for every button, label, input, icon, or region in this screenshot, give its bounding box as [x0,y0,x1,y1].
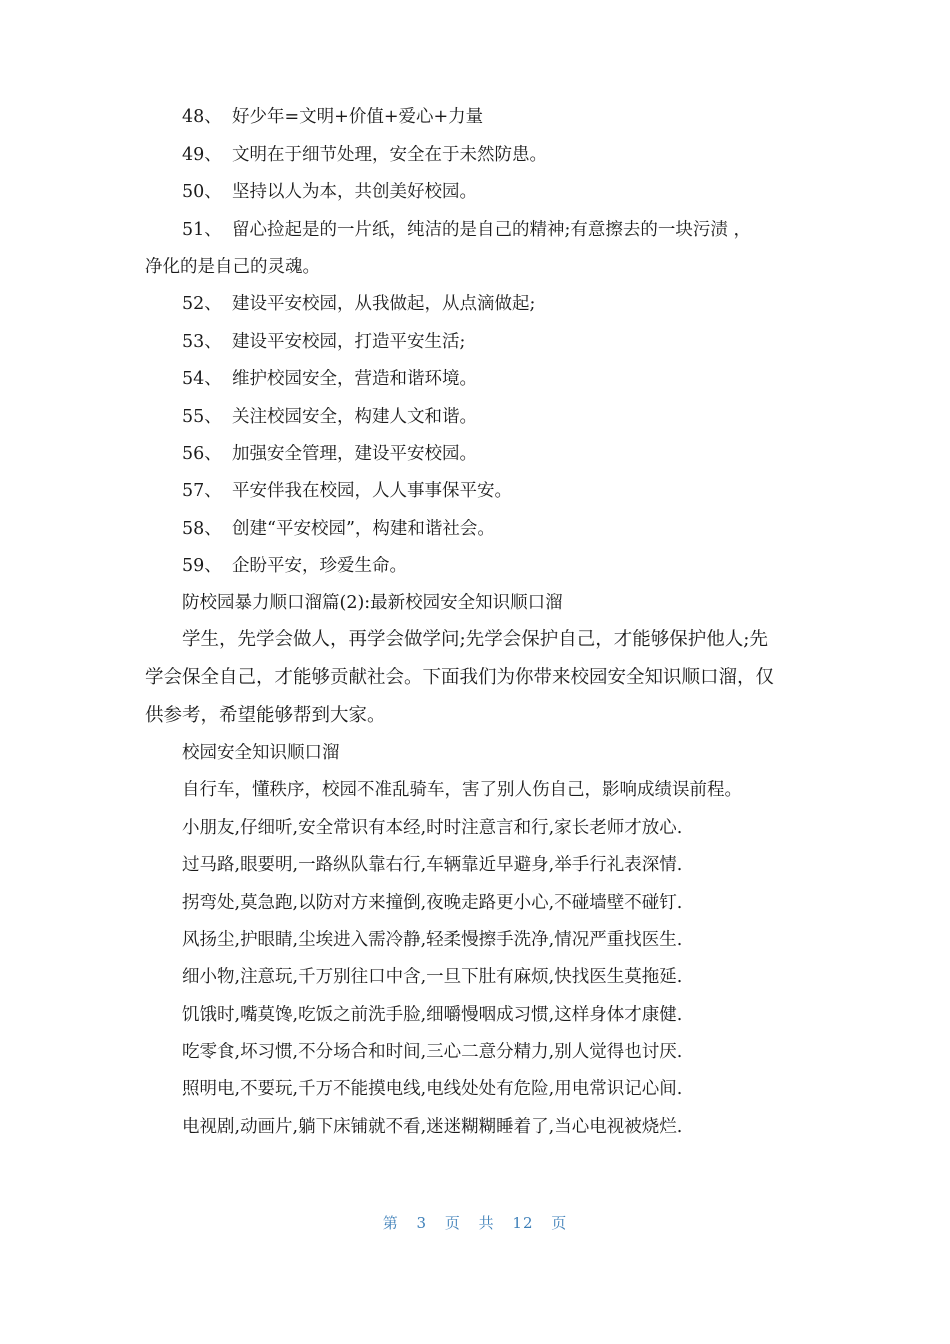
rhyme-line: 风扬尘,护眼睛,尘埃进入需冷静,轻柔慢擦手洗净,情况严重找医生. [182,930,683,950]
rhyme-title: 校园安全知识顺口溜 [182,743,340,763]
item-number: 49、 [182,145,222,165]
list-item [182,292,535,316]
intro-line: 学生，先学会做人，再学会做学问;先学会保护自己，才能够保护他人;先 [182,629,768,650]
rhyme-line: 细小物,注意玩,千万别往口中含,一旦下肚有麻烦,快找医生莫拖延. [182,967,683,987]
list-item [182,367,477,391]
list-item [182,405,477,429]
rhyme-line: 电视剧,动画片,躺下床铺就不看,迷迷糊糊睡着了,当心电视被烧烂. [182,1117,683,1137]
item-number: 51、 [182,220,222,240]
page-footer [0,1212,950,1233]
footer-gong: 共 [478,1214,495,1232]
item-text: 关注校园安全，构建人文和谐。 [232,407,477,427]
rhyme-line: 过马路,眼要明,一路纵队靠右行,车辆靠近早避身,举手行礼表深情. [182,855,683,875]
footer-di: 第 [382,1214,399,1232]
item-number: 50、 [182,182,222,202]
list-item [182,105,483,129]
item-number: 54、 [182,369,222,389]
list-item [182,218,751,242]
rhyme-line: 小朋友,仔细听,安全常识有本经,时时注意言和行,家长老师才放心. [182,818,683,838]
item-number: 53、 [182,332,222,352]
item-text: 文明在于细节处理，安全在于未然防患。 [232,145,547,165]
rhyme-line: 自行车，懂秩序，校园不准乱骑车，害了别人伤自己，影响成绩误前程。 [182,780,742,800]
item-text: 建设平安校园，从我做起，从点滴做起; [232,294,536,314]
list-item-continuation: 净化的是自己的灵魂。 [145,257,320,277]
list-item [182,330,465,354]
item-text: 创建“平安校园”，构建和谐社会。 [232,519,495,539]
item-number: 56、 [182,444,222,464]
rhyme-line: 吃零食,坏习惯,不分场合和时间,三心二意分精力,别人觉得也讨厌. [182,1042,683,1062]
item-number: 58、 [182,519,222,539]
list-item [182,143,547,167]
list-item [182,517,495,541]
list-item [182,442,477,466]
total-page-count: 12 [512,1214,534,1232]
item-text: 加强安全管理，建设平安校园。 [232,444,477,464]
item-text: 留心捡起是的一片纸，纯洁的是自己的精神;有意擦去的一块污渍 ， [232,220,751,240]
section-heading: 防校园暴力顺口溜篇(2):最新校园安全知识顺口溜 [182,593,563,613]
item-text: 坚持以人为本，共创美好校园。 [232,182,477,202]
footer-ye: 页 [551,1214,568,1232]
list-item [182,479,512,503]
item-number: 52、 [182,294,222,314]
current-page-number: 3 [416,1214,428,1232]
list-item [182,180,477,204]
item-text: 维护校园安全，营造和谐环境。 [232,369,477,389]
rhyme-line: 饥饿时,嘴莫馋,吃饭之前洗手脸,细嚼慢咽成习惯,这样身体才康健. [182,1005,683,1025]
item-number: 59、 [182,556,222,576]
item-number: 55、 [182,407,222,427]
item-text: 好少年=文明+价值+爱心+力量 [232,107,484,127]
item-text: 建设平安校园，打造平安生活; [232,332,466,352]
item-text: 企盼平安，珍爱生命。 [232,556,407,576]
intro-line: 学会保全自己，才能够贡献社会。下面我们为你带来校园安全知识顺口溜，仅 [145,667,775,688]
list-item [182,554,407,578]
item-number: 48、 [182,107,222,127]
item-text: 平安伴我在校园，人人事事保平安。 [232,481,512,501]
footer-ye: 页 [444,1214,461,1232]
rhyme-line: 照明电,不要玩,千万不能摸电线,电线处处有危险,用电常识记心间. [182,1079,683,1099]
item-number: 57、 [182,481,222,501]
rhyme-line: 拐弯处,莫急跑,以防对方来撞倒,夜晚走路更小心,不碰墙壁不碰钉. [182,893,683,913]
intro-line: 供参考，希望能够帮到大家。 [145,705,386,726]
